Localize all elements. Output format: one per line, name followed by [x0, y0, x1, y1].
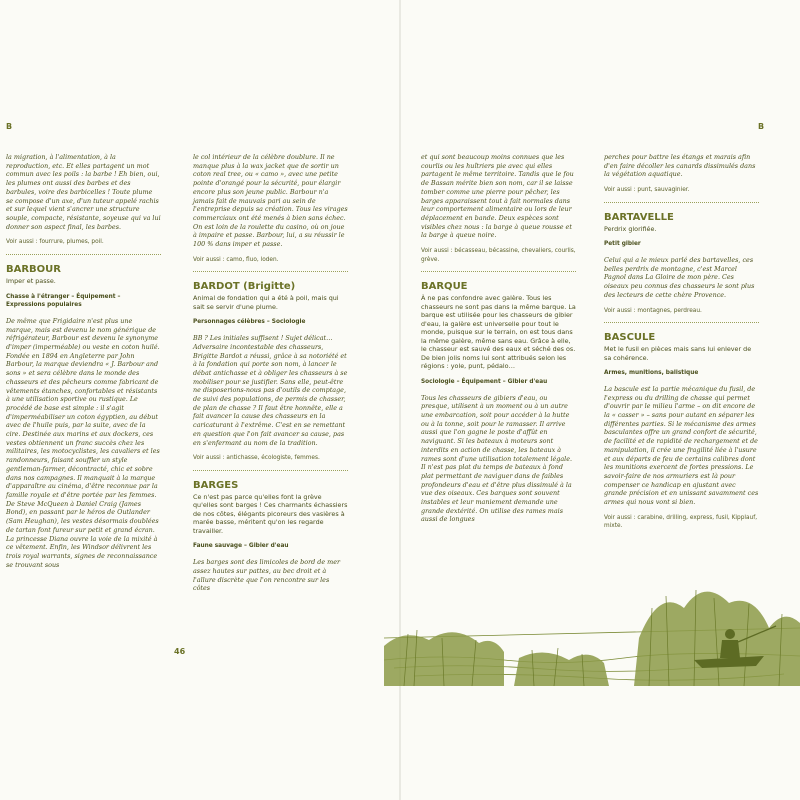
entry-category: Chasse à l'étranger – Équipement – Expressions populaires: [6, 293, 121, 309]
divider: [193, 470, 348, 471]
entry-heading-barbour: BARBOUR: [6, 264, 62, 276]
see-also: Voir aussi : carabine, drilling, express, fusil, Kipplauf, mixte.: [604, 514, 758, 530]
column-3: [421, 153, 576, 531]
entry-body: BB ? Les initiales suffisent ! Sujet délicat… Adversaire incontestable des chasseurs, Brigitte Bardot a réussi, grâce à sa notoriété et à la fondation qui porte son nom, à lancer le débat antichasse et à obliger les chasseurs à se mobiliser pour se justifier. Sans elle, peut-être ne disposerions-nous pas d'outils de comptage, de suivi des populations, de permis de chasser, de plan de chasse ? Il faut être honnête, elle a fait avancer la cause des chasseurs en la caricaturant à l'extrême. C'est en se remettant en question que l'on fait avancer sa cause, pas en s'enfermant au nom de la tradition.: [193, 334, 348, 447]
divider: [604, 202, 759, 203]
entry-heading-bartavelle: BARTAVELLE: [604, 211, 674, 223]
entry-heading-bardot: BARDOT (Brigitte): [193, 281, 296, 293]
see-also: Voir aussi : fourrure, plumes, poil.: [6, 239, 104, 246]
see-also: Voir aussi : camo, fluo, loden.: [193, 256, 279, 263]
marsh-hunter-engraving: [384, 568, 800, 686]
see-also: Voir aussi : punt, sauvaginier.: [604, 187, 690, 194]
entry-heading-barque: BARQUE: [421, 281, 468, 293]
divider: [193, 271, 348, 272]
entry-category: Armes, munitions, balistique: [604, 370, 699, 377]
entry-definition: Imper et passe.: [6, 277, 56, 286]
divider: [6, 254, 161, 255]
divider: [421, 271, 576, 272]
see-also: Voir aussi : montagnes, perdreau.: [604, 307, 702, 314]
entry-continuation-text: perches pour battre les étangs et marais afin d'en faire décoller les canards dissimulés dans la végétation aquatique.: [604, 153, 756, 179]
entry-definition: Ce n'est pas parce qu'elles font la grève qu'elles sont barges ! Ces charmants échassiers de nos côtes, élégants picoreurs des vasières à marée basse, méritent qu'on les regarde travailler.: [193, 492, 348, 535]
entry-category: Petit gibier: [604, 241, 641, 248]
left-page: [0, 0, 399, 800]
entry-category: Faune sauvage – Gibier d'eau: [193, 543, 289, 550]
column-4: [604, 153, 759, 538]
entry-body: Les barges sont des limicoles de bord de mer assez hautes sur pattes, au bec droit et à l'allure discrète que l'on rencontre sur les côtes: [193, 558, 341, 593]
entry-continuation-text: et qui sont beaucoup moins connues que les courlis ou les huîtriers pie avec qui elles partagent le même territoire. Tandis que le fou de Bassan mérite bien son nom, car il se laisse tomber comme une pierre pour pêcher, les barges apparaissent tout à fait normales dans leur comportement alimentaire ou lors de leur déplacement en bande. Deux espèces sont visibles chez nous : la barge à queue rousse et la barge à queue noire.: [421, 153, 574, 240]
entry-definition: Perdrix glorifiée.: [604, 224, 657, 233]
entry-category: Personnages célèbres – Sociologie: [193, 319, 306, 326]
section-letter: B: [6, 122, 13, 131]
entry-body: La bascule est la partie mécanique du fusil, de l'express ou du drilling de chasse qui permet d'ouvrir par le milieu l'arme – on dit encore de la « casser » – sans pour autant en séparer les différentes parties. Si le mécanisme des armes basculantes offre un grand confort de sécurité, de facilité et de rapidité de rechargement et de manipulation, il crée une fragilité liée à l'usure et aux départs de feu de certains calibres dont les munitions exercent de fortes pressions. Le savoir-faire de nos armuriers est là pour compenser ce handicap en ajustant avec grande précision et en unissant savamment ces armes qui nous vont si bien.: [604, 384, 759, 507]
entry-heading-bascule: BASCULE: [604, 332, 656, 344]
column-2: [193, 153, 348, 600]
entry-body: Celui qui a le mieux parlé des bartavelles, ces belles perdrix de montagne, c'est Marcel Pagnol dans La Gloire de mon père. Ces oiseaux peu connus des chasseurs le sont plus des lecteurs de cette chère Provence.: [604, 256, 755, 299]
entry-definition: Met le fusil en pièces mais sans lui enlever de sa cohérence.: [604, 345, 752, 362]
entry-heading-barges: BARGES: [193, 479, 239, 491]
entry-definition: Animal de fondation qui a été à poil, mais qui sait se servir d'une plume.: [193, 294, 339, 311]
entry-body: Tous les chasseurs de gibiers d'eau, ou presque, utilisent à un moment ou à un autre une embarcation, soit pour accéder à la hutte ou à la tonne, soit pour le ramasser. Il arrive aussi que l'on gagne le poste d'affût en naviguant. Si les bateaux à moteurs sont interdits en action de chasse, les bateaux à rames sont d'une utilisation totalement légale. Il n'est pas plat du temps de bateaux à fond plat permettant de naviguer dans de faibles profondeurs d'eau et d'être plus dissimulé à la vue des oiseaux. Ces barques sont souvent instables et leur maniement demande une grande dextérité. On utilise des rames mais aussi de longues: [421, 393, 573, 524]
entry-body: De même que Frigidaire n'est plus une marque, mais est devenu le nom générique de réfrigérateur, Barbour est devenu le synonyme d'imper (imperméable) ou veste en coton huilé. Fondée en 1894 en Angleterre par John Barbour, la marque deviendra « J. Barbour and sons » et sera célèbre dans le monde des chasseurs et des pêcheurs comme fabricant de vêtements étanches, confortables et résistants à une utilisation sportive ou rustique. Le procédé de base est simple : il s'agit d'imperméabiliser un coton égyptien, au début avec de l'huile puis, par la suite, avec de la cire. Destinée aux marins et aux dockers, ces vestes obtiennent un franc succès chez les militaires, les motocyclistes, les cavaliers et les randonneurs, faisant souffler un style gentleman-farmer, décontracté, chic et sobre dans nos campagnes. Il manquait à la marque d'apparaître au cinéma, d'être reconnue par la famille royale et d'être portée par les femmes. De Steve McQueen à Daniel Craig (James Bond), en passant par le héros de Outlander (Sam Heughan), les vestes désormais doublées de tartan font fureur sur petit et grand écran. La princesse Diana ouvre la voie de la mixité à ce vêtement. Enfin, les Windsor délivrent les trois royal warrants, signes de reconnaissance se trouvant sous: [6, 316, 160, 569]
entry-continuation-text: la migration, à l'alimentation, à la reproduction, etc. Et elles partagent un mot commun avec les poils : la barbe ! Eh bien, oui, les plumes ont aussi des barbes et des barbules, voire des barbicelles ! Toute plume se compose d'un axe, d'un tuteur appelé rachis et sur lequel vient s'ancrer une structure souple, compacte, résistante, soyeuse qui va lui donner son aspect final, les barbes.: [6, 153, 161, 231]
entry-category: Sociologie – Équipement – Gibier d'eau: [421, 378, 548, 385]
page-number: 46: [174, 647, 186, 656]
divider: [604, 322, 759, 323]
reed-clumps: [384, 592, 800, 686]
section-letter: B: [758, 122, 765, 131]
column-1: [6, 153, 161, 576]
entry-continuation-text: le col intérieur de la célèbre doublure. Il ne manque plus à la wax jacket que de sortir un coton real tree, ou « camo », avec une petite pointe d'orangé pour la sécurité, pour élargir encore plus son jeune public. Barbour n'a jamais fait de mauvais pari au sein de l'entreprise depuis sa création. Tous les virages commerciaux ont été menés à bien sans échec. On est loin de la roulette du casino, où on joue à impaire et passe. Barbour, lui, a su réussir le 100 % dans imper et passe.: [193, 153, 348, 249]
entry-definition: À ne pas confondre avec galère. Tous les chasseurs ne sont pas dans la même barque. La barque est utilisée pour les chasseurs de gibier d'eau, la galère est universelle pour tout le monde, puisque sur le terrain, on est tous dans la même galère, même sans eau. Grâce à elle, le chasseur est sauvé des eaux et séché des os. De bien jolis noms lui sont attribués selon les régions : yole, punt, pédalo…: [421, 294, 576, 371]
see-also: Voir aussi : bécasseau, bécassine, chevaliers, courlis, grève.: [421, 248, 576, 263]
see-also: Voir aussi : antichasse, écologiste, femmes.: [193, 455, 320, 462]
